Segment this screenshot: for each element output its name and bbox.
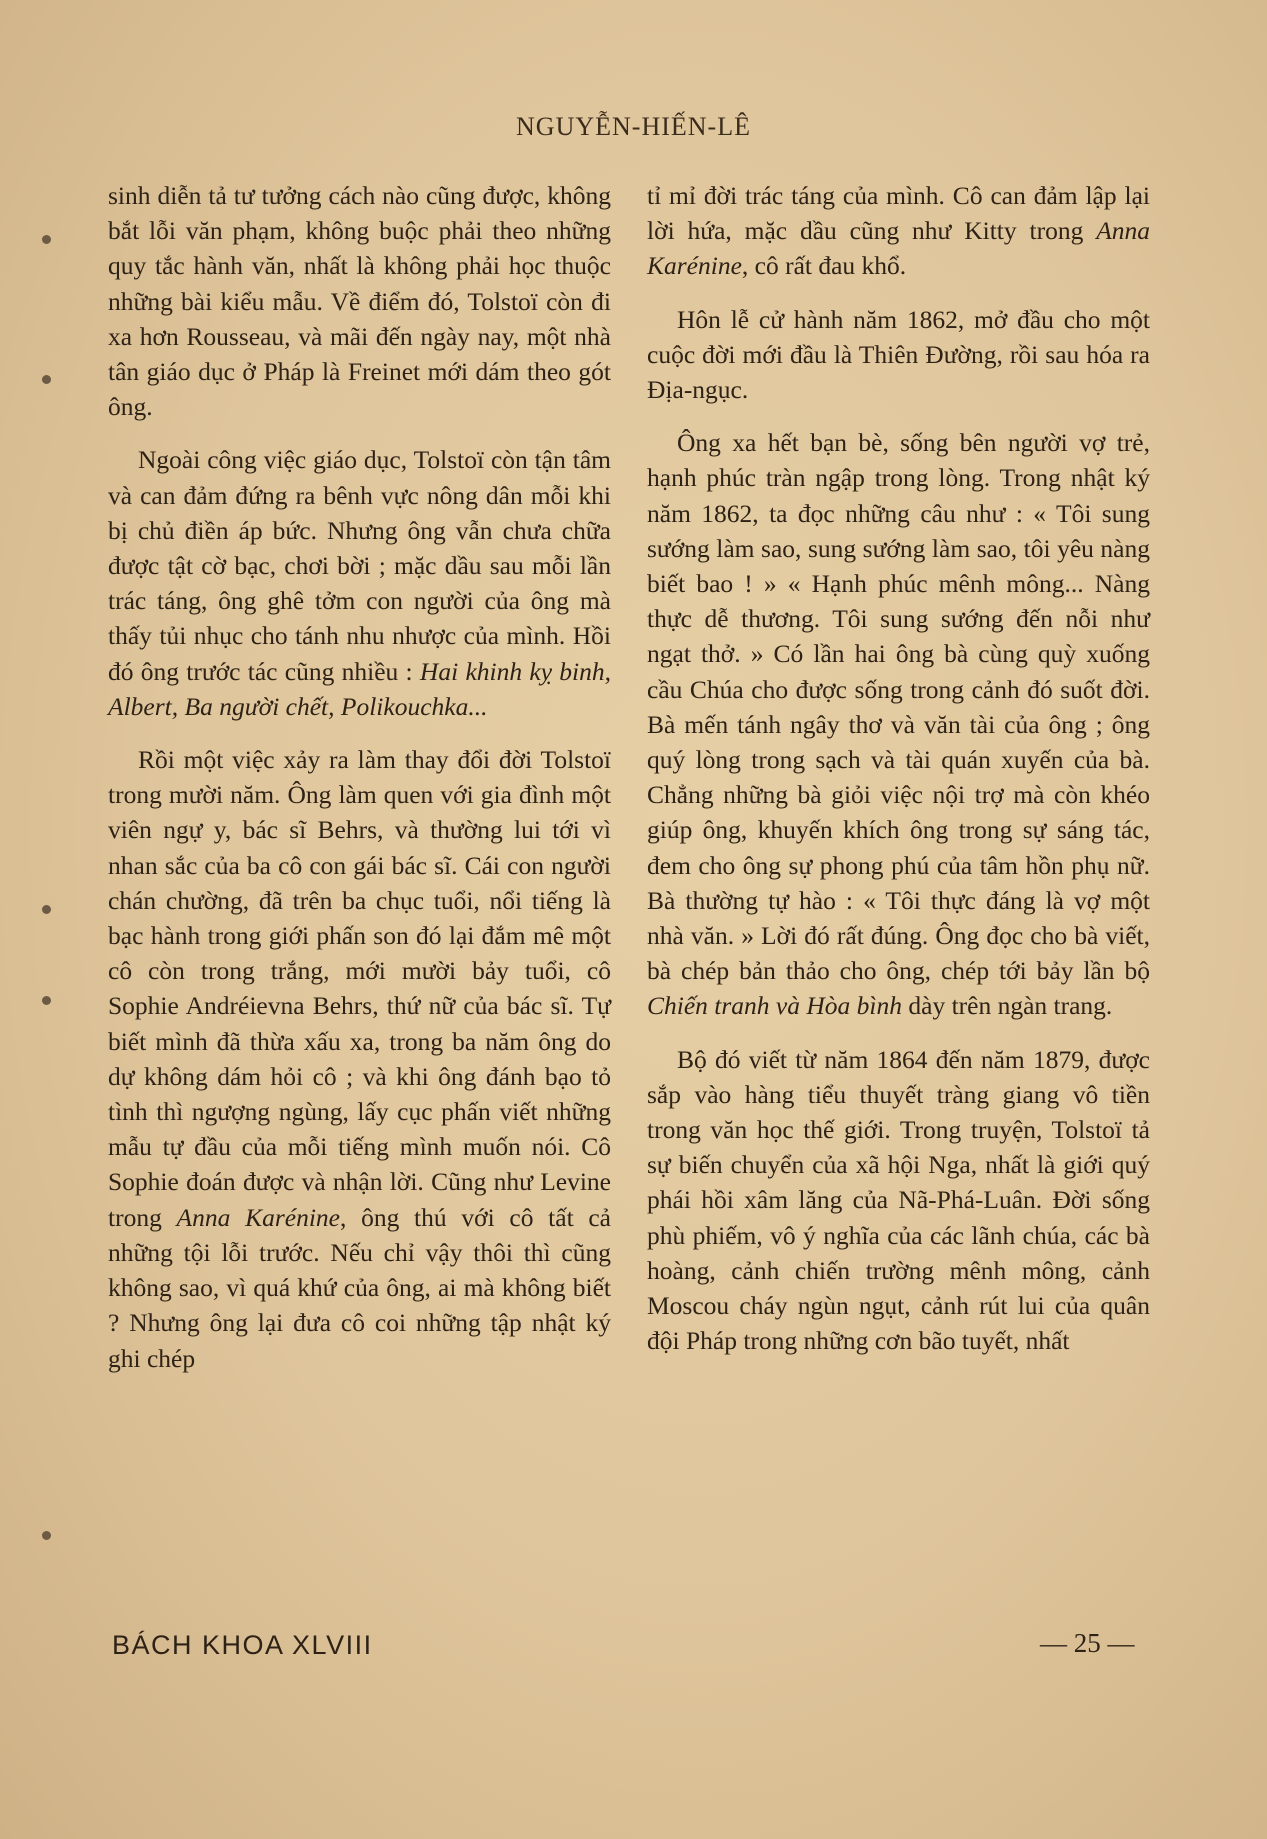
binding-hole <box>42 996 51 1005</box>
paragraph: sinh diễn tả tư tưởng cách nào cũng được, không bắt lỗi văn phạm, không buộc phải theo những quy tắc hành văn, nhất là không phải học thuộc những bài kiểu mẫu. Về điểm đó, Tolstoï còn đi xa hơn Rousseau, và mãi đến ngày nay, một nhà tân giáo dục ở Pháp là Freinet mới dám theo gót ông. <box>108 181 611 422</box>
paragraph: tỉ mỉ đời trác táng của mình. Cô can đảm lập lại lời hứa, mặc dầu cũng như Kitty trong Anna Karénine, cô rất đau khổ. <box>647 181 1151 281</box>
binding-hole <box>42 905 51 914</box>
page-number: — 25 — <box>1040 1628 1135 1658</box>
paragraph: Ngoài công việc giáo dục, Tolstoï còn tận tâm và can đảm đứng ra bênh vực nông dân mỗi khi bị chủ điền áp bức. Nhưng ông vẫn chưa chữa được tật cờ bạc, chơi bời ; mặc dầu sau mỗi lần trác táng, ông ghê tởm con người của ông mà thấy tủi nhục cho tánh nhu nhược của mình. Hồi đó ông trước tác cũng nhiều : Hai khinh kỵ binh, Albert, Ba người chết, Polikouchka... <box>108 445 612 721</box>
book-title: Anna Karénine <box>647 216 1151 281</box>
book-title: Anna Karénine <box>176 1202 340 1232</box>
paragraph: Hôn lễ cử hành năm 1862, mở đầu cho một cuộc đời mới đầu là Thiên Đường, rồi sau hóa ra Địa-ngục. <box>647 304 1150 405</box>
paragraph: Bộ đó viết từ năm 1864 đến năm 1879, được sắp vào hàng tiểu thuyết tràng giang vô tiền trong văn học thế giới. Trong truyện, Tolstoï tả sự biến chuyển của xã hội Nga, nhất là giới quý phái hồi xâm lăng của Nã-Phá-Luân. Đời sống phù phiếm, vô ý nghĩa của các lãnh chúa, các bà hoàng, cảnh chiến trường mênh mông, cảnh Moscou cháy ngùn ngụt, cảnh rút lui của quân đội Pháp trong những cơn bão tuyết, nhất <box>647 1044 1150 1356</box>
right-column <box>647 178 1150 1377</box>
running-header: NGUYỄN-HIẾN-LÊ <box>516 112 751 141</box>
paragraph: Ông xa hết bạn bè, sống bên người vợ trẻ, hạnh phúc tràn ngập trong lòng. Trong nhật ký năm 1862, ta đọc những câu như : « Tôi sung sướng làm sao, sung sướng làm sao, tôi yêu nàng biết bao ! » « Hạnh phúc mênh mông... Nàng thực dễ thương. Tôi sung sướng đến nỗi như ngạt thở. » Có lần hai ông bà cùng quỳ xuống cầu Chúa cho được sống trong cảnh đó suốt đời. Bà mến tánh ngây thơ và văn tài của ông ; ông quý lòng trong sạch và tài quán xuyến của bà. Chẳng những bà giỏi việc nội trợ mà còn khéo giúp ông, khuyến khích ông trong sự sáng tác, đem cho ông sự phong phú của tâm hồn phụ nữ. Bà thường tự hào : « Tôi thực đáng là vợ một nhà văn. » Lời đó rất đúng. Ông đọc cho bà viết, bà chép bản thảo cho ông, chép tới bảy lần bộ Chiến tranh và Hòa bình dày trên ngàn trang. <box>647 428 1150 1021</box>
binding-hole <box>42 235 51 244</box>
binding-hole <box>42 1531 51 1540</box>
magazine-name: BÁCH KHOA XLVIII <box>112 1630 373 1660</box>
binding-hole <box>42 375 51 384</box>
left-column <box>108 178 611 1394</box>
work-titles: Hai khinh kỵ binh, Albert, Ba người chết, Polikouchka... <box>108 656 612 721</box>
paragraph: Rồi một việc xảy ra làm thay đổi đời Tolstoï trong mười năm. Ông làm quen với gia đình một viên ngự y, bác sĩ Behrs, và thường lui tới vì nhan sắc của ba cô con gái bác sĩ. Cái con người chán chường, đã trên ba chục tuổi, nổi tiếng là bạc hành trong giới phấn son đó lại đắm mê một cô còn trong trắng, mới mười bảy tuổi, cô Sophie Andréievna Behrs, thứ nữ của bác sĩ. Tự biết mình đã thừa xấu xa, trong ba năm ông do dự không dám hỏi cô ; và khi ông đánh bạo tỏ tình thì ngượng ngùng, lấy cục phấn viết những mẫu tự đầu của mỗi tiếng mình muốn nói. Cô Sophie đoán được và nhận lời. Cũng như Levine trong Anna Karénine, ông thú với cô tất cả những tội lỗi trước. Nếu chỉ vậy thôi thì cũng không sao, vì quá khứ của ông, ai mà không biết ? Nhưng ông lại đưa cô coi những tập nhật ký ghi chép <box>108 745 611 1373</box>
book-title: Chiến tranh và Hòa bình <box>647 991 902 1021</box>
